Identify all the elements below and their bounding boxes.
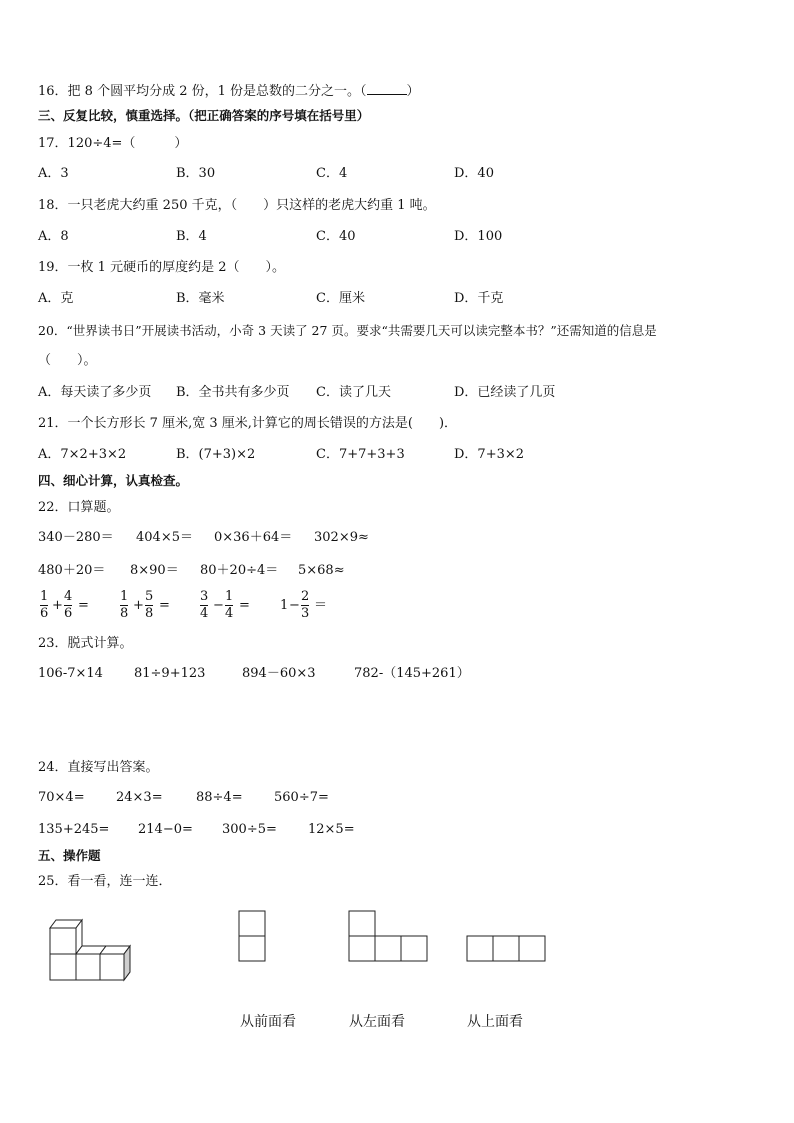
section-3-heading: 三、反复比较，慎重选择。（把正确答案的序号填在括号里） [38,108,370,123]
q20-option-b[interactable]: B．全书共有多少页 [176,385,290,400]
view-l-shape-squares[interactable] [348,910,430,964]
equals-sign: ＝ [314,598,328,613]
label-front-view[interactable]: 从前面看 [240,1014,296,1030]
fraction: 1 4 [225,589,234,621]
plus-sign: + [133,598,144,613]
q17-option-a[interactable]: A．3 [38,166,69,181]
q21-option-d[interactable]: D．7+3×2 [454,447,525,462]
q17-option-c[interactable]: C．4 [316,166,348,181]
section-4-heading: 四、细心计算，认真检查。 [38,473,189,488]
q18-option-a[interactable]: A．8 [38,229,69,244]
equals-sign: = [78,598,89,613]
plus-sign: + [52,598,63,613]
q19-option-c[interactable]: C．厘米 [316,291,365,306]
q20-option-a[interactable]: A．每天读了多少页 [38,385,152,400]
view-two-stacked-squares[interactable] [238,910,268,964]
question-18-stem: 18．一只老虎大约重 250 千克，（ ）只这样的老虎大约重 1 吨。 [38,198,436,213]
q21-option-a[interactable]: A．7×2+3×2 [38,447,127,462]
q22-item: 80＋20÷4＝ [200,563,279,578]
question-16 [38,82,420,100]
q24-item: 70×4= [38,790,85,805]
q16-text: 16．把 8 个圆平均分成 2 份，1 份是总数的二分之一。（ [38,84,367,99]
question-25-stem: 25．看一看，连一连． [38,874,172,889]
question-20-stem: 20．“世界读书日”开展读书活动，小奇 3 天读了 27 页。要求“共需要几天可以读完整本书？”还需知道的信息是 [38,323,657,338]
q16-close: ） [406,84,420,99]
q20-option-d[interactable]: D．已经读了几页 [454,385,556,400]
question-23-stem: 23．脱式计算。 [38,636,133,651]
q21-option-b[interactable]: B．(7+3)×2 [176,447,256,462]
fraction: 4 6 [64,589,73,621]
q22-item: 340－280＝ [38,530,114,545]
view-three-squares-row[interactable] [466,935,548,965]
question-22-stem: 22．口算题。 [38,500,120,515]
minus-sign: − [289,598,300,613]
question-21-stem: 21．一个长方形长 7 厘米,宽 3 厘米,计算它的周长错误的方法是( )． [38,416,458,431]
q17-option-b[interactable]: B．30 [176,166,216,181]
q20-option-c[interactable]: C．读了几天 [316,385,391,400]
fraction: 2 3 [301,589,310,621]
q24-item: 88÷4= [196,790,243,805]
fraction: 5 8 [145,589,154,621]
q23-item: 894－60×3 [242,666,316,681]
q24-item: 560÷7= [274,790,329,805]
q21-option-c[interactable]: C．7+7+3+3 [316,447,405,462]
q17-option-d[interactable]: D．40 [454,166,494,181]
q22-item: 302×9≈ [314,530,369,545]
fraction: 1 8 [120,589,129,621]
question-20-stem-cont: （ ）。 [38,353,97,368]
q23-item: 81÷9+123 [134,666,206,681]
q22-item: 404×5＝ [136,530,193,545]
q24-item: 24×3= [116,790,163,805]
q23-item: 782-（145+261） [354,666,470,681]
q24-item: 214−0= [138,822,193,837]
q19-option-b[interactable]: B．毫米 [176,291,225,306]
q22-item: 0×36＋64＝ [214,530,293,545]
section-5-heading: 五、操作题 [38,848,101,863]
q19-option-d[interactable]: D．千克 [454,291,504,306]
equals-sign: = [239,598,250,613]
cube-stack-figure [44,916,140,986]
fraction: 1 6 [40,589,49,621]
minus-sign: − [213,598,224,613]
q22-item: 480＋20＝ [38,563,106,578]
equals-sign: = [159,598,170,613]
q22-item: 8×90＝ [130,563,179,578]
question-24-stem: 24．直接写出答案。 [38,760,159,775]
label-top-view[interactable]: 从上面看 [467,1014,523,1030]
answer-blank[interactable] [367,82,407,95]
question-19-stem: 19．一枚 1 元硬币的厚度约是 2（ ）。 [38,260,285,275]
q18-option-d[interactable]: D．100 [454,229,503,244]
q24-item: 135+245= [38,822,110,837]
q18-option-b[interactable]: B．4 [176,229,207,244]
fraction: 3 4 [200,589,209,621]
q18-option-c[interactable]: C．40 [316,229,356,244]
q24-item: 300÷5= [222,822,277,837]
q24-item: 12×5= [308,822,355,837]
question-17-stem: 17．120÷4=（ ） [38,136,188,151]
q19-option-a[interactable]: A．克 [38,291,74,306]
whole-number: 1 [280,598,289,613]
label-left-view[interactable]: 从左面看 [349,1014,405,1030]
q22-item: 5×68≈ [298,563,345,578]
q23-item: 106-7×14 [38,666,103,681]
